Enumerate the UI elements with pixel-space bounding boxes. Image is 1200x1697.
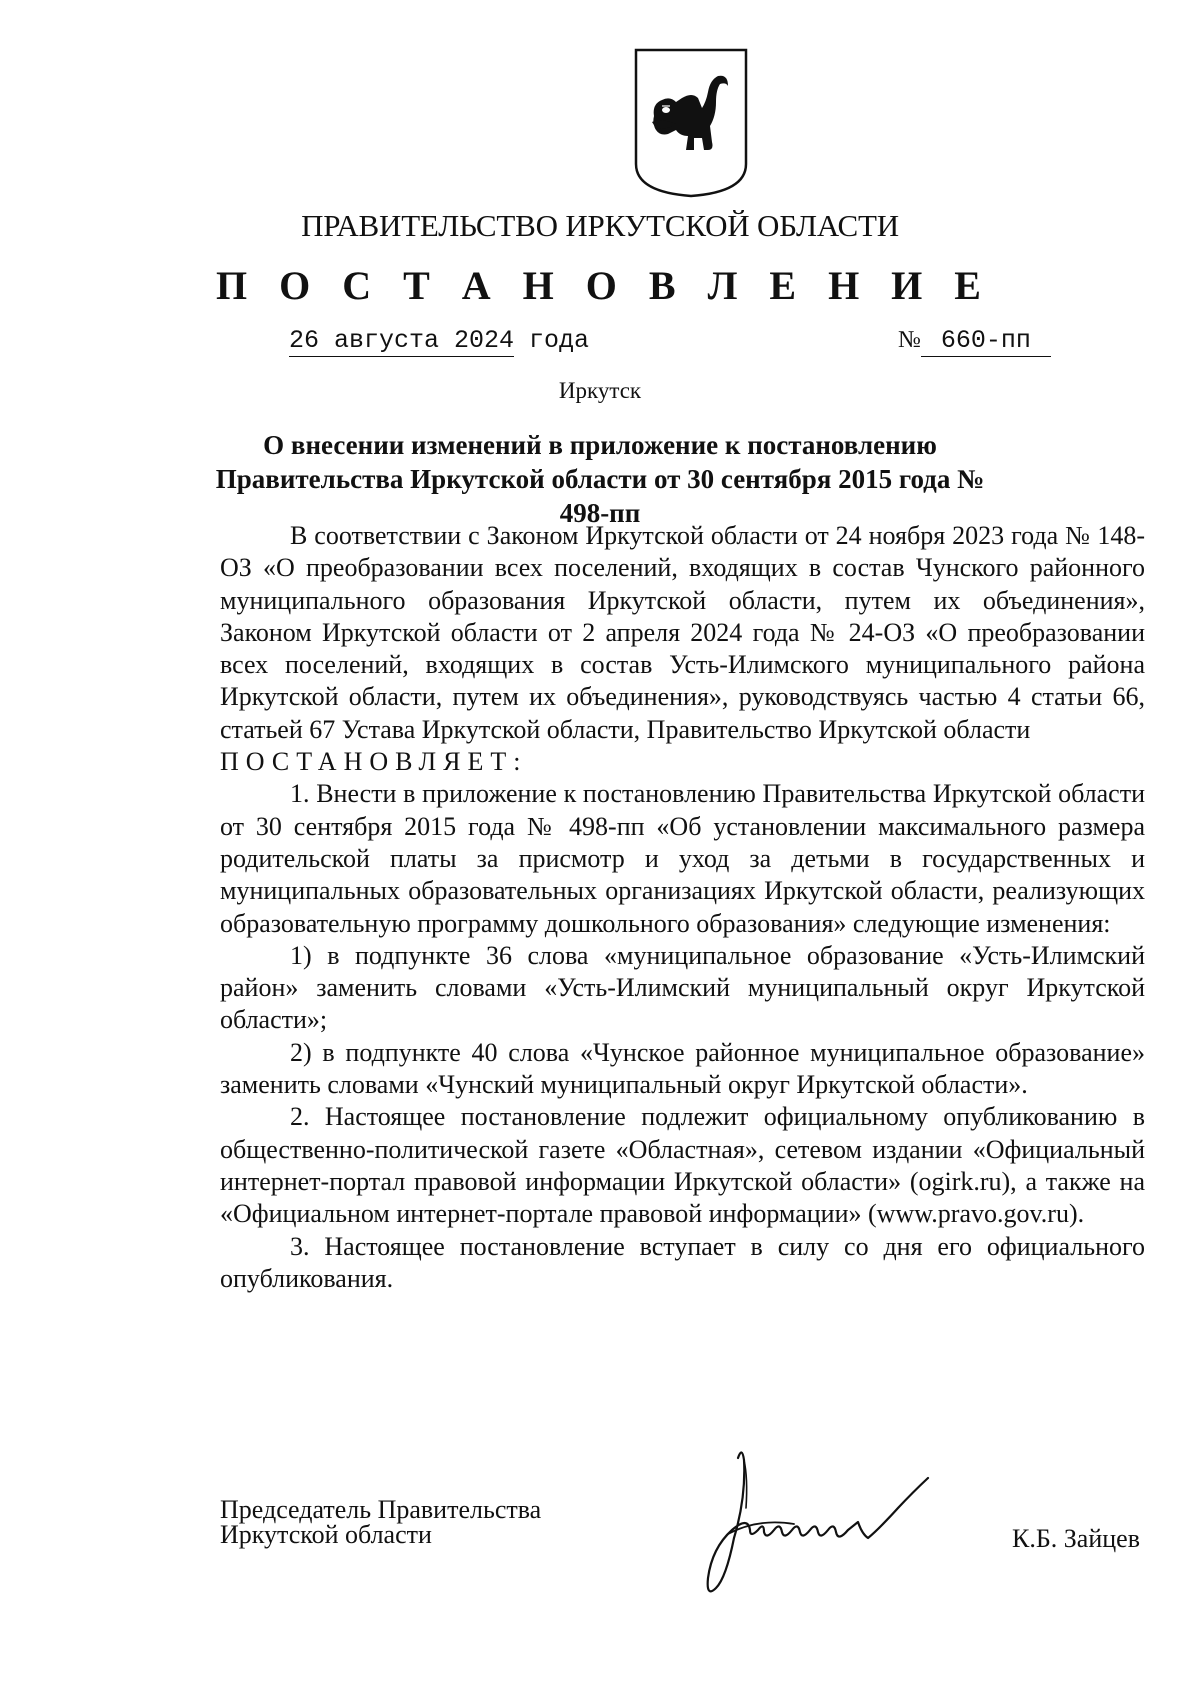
item-2: 2. Настоящее постановление подлежит официальному опубликованию в общественно-политической газете «Областная», сетевом издании «Официальный интернет-портал правовой информации Иркутской области» (ogirk.ru), а также на «Официальном интернет-портале правовой информации» (www.pravo.gov.ru). <box>220 1102 1145 1229</box>
coat-of-arms-emblem <box>632 46 750 198</box>
number-value: 660-пп <box>921 326 1051 357</box>
document-body <box>220 520 1145 1295</box>
signer-position-line-1: Председатель Правительства <box>220 1495 542 1524</box>
document-number <box>898 326 1051 357</box>
government-name: ПРАВИТЕЛЬСТВО ИРКУТСКОЙ ОБЛАСТИ <box>301 208 899 243</box>
document-title: О внесении изменений в приложение к постановлению Правительства Иркутской области от 30 сентября 2015 года № 498-пп <box>215 430 985 528</box>
signature-icon <box>698 1438 963 1606</box>
item-3: 3. Настоящее постановление вступает в силу со дня его официального опубликования. <box>220 1231 1145 1293</box>
date-value: 26 августа 2024 <box>289 326 515 355</box>
signer-position-line-2: Иркутской области <box>220 1520 432 1549</box>
signer-name: К.Б. Зайцев <box>1012 1524 1140 1553</box>
number-sign: № <box>898 327 921 353</box>
date-suffix: года <box>514 326 590 355</box>
city-name: Иркутск <box>558 378 642 403</box>
decree-word: ПОСТАНОВЛЯЕТ: <box>220 747 528 777</box>
irkutsk-coat-of-arms-icon <box>632 46 750 198</box>
item-1-subitem-1: 1) в подпункте 36 слова «муниципальное образование «Усть-Илимский район» заменить словами «Усть-Илимский муниципальный округ Иркутской области»; <box>220 940 1145 1035</box>
item-1-subitem-2: 2) в подпункте 40 слова «Чунское районное муниципальное образование» заменить словами «Чунский муниципальный округ Иркутской области». <box>220 1037 1145 1100</box>
item-1: 1. Внести в приложение к постановлению Правительства Иркутской области от 30 сентября 2015 года № 498-пп «Об установлении максимального размера родительской платы за присмотр и уход за детьми в государственных и муниципальных образовательных организациях Иркутской области, реализующих образовательную программу дошкольного образования» следующие изменения: <box>220 779 1145 938</box>
handwritten-signature <box>698 1438 963 1606</box>
signer-position <box>220 1497 541 1547</box>
document-date <box>289 326 589 355</box>
preamble-paragraph: В соответствии с Законом Иркутской области от 24 ноября 2023 года № 148-ОЗ «О преобразовании всех поселений, входящих в состав Чунского районного муниципального образования Иркутской области, путем их объединения», Законом Иркутской области от 2 апреля 2024 года № 24-ОЗ «О преобразовании всех поселений, входящих в состав Усть-Илимского муниципального района Иркутской области, путем их объединения», руководствуясь частью 4 статьи 66, статьей 67 Устава Иркутской области, Правительство Иркутской области <box>220 521 1145 744</box>
document-type-heading: П О С Т А Н О В Л Е Н И Е <box>216 263 992 308</box>
